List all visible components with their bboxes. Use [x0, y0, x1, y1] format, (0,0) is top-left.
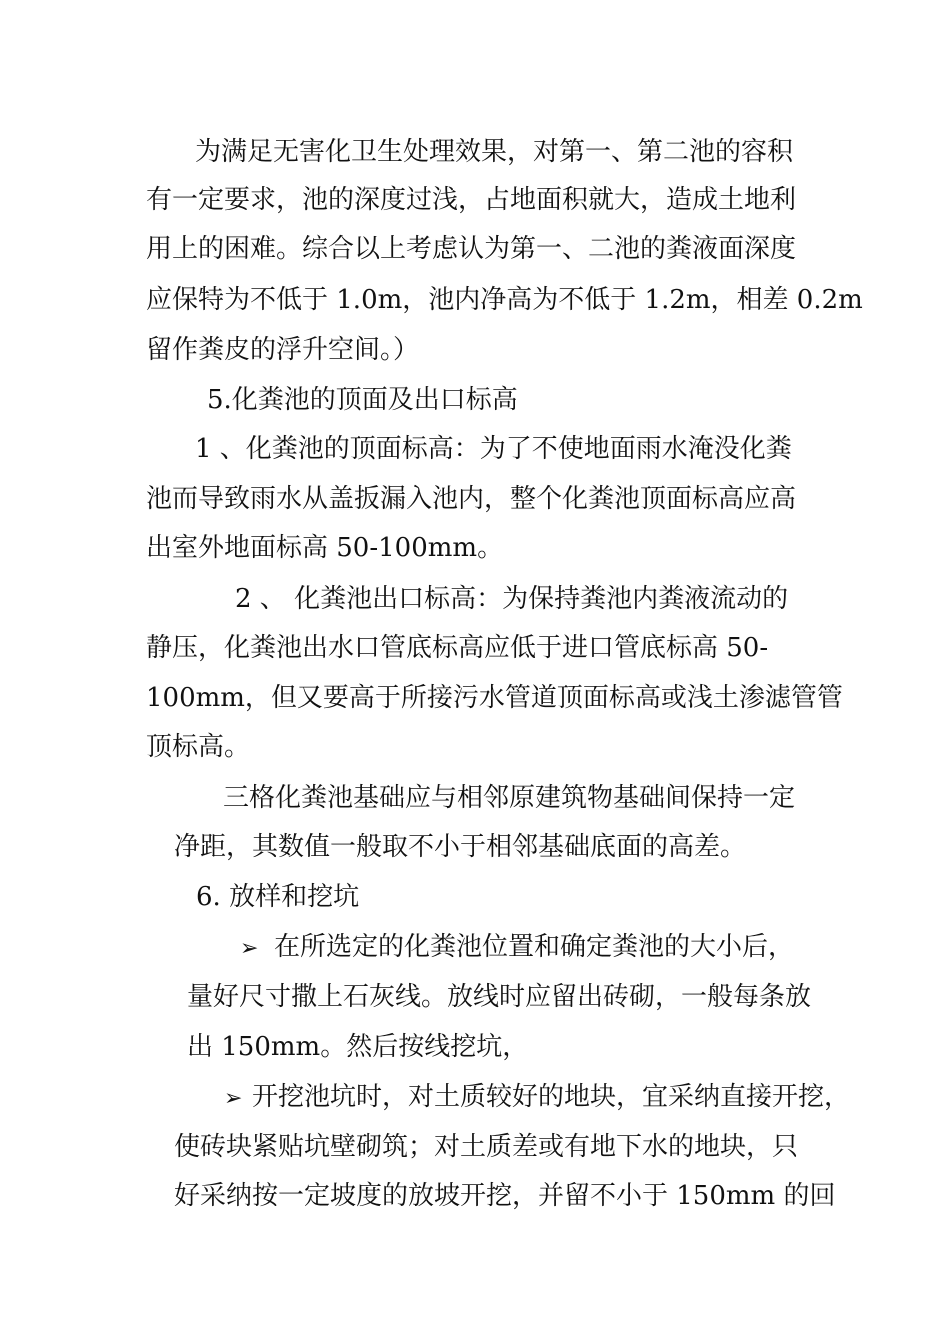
paragraph-3-line-1: 2 、 化粪池出口标高：为保持粪池内粪液流动的 — [235, 584, 789, 614]
paragraph-4-line-2: 净距，其数值一般取不小于相邻基础底面的高差。 — [174, 832, 747, 862]
paragraph-2-line-2: 池而导致雨水从盖扳漏入池内，整个化粪池顶面标高应高 — [146, 484, 797, 514]
paragraph-1-line-5: 留作粪皮的浮升空间。） — [146, 335, 420, 365]
paragraph-2-line-3: 出室外地面标高 50-100mm。 — [146, 533, 504, 563]
bullet-arrow-icon: ➢ — [240, 936, 259, 961]
bullet-item-1-text: 在所选定的化粪池位置和确定粪池的大小后， — [274, 932, 795, 962]
bullet-item-2-text: 开挖池坑时，对土质较好的地块，宜采纳直接开挖， — [252, 1082, 851, 1112]
paragraph-3-line-4: 顶标高。 — [146, 732, 251, 762]
paragraph-1-line-1: 为满足无害化卫生处理效果，对第一、第二池的容积 — [195, 137, 794, 167]
bullet-item-1-line-1 — [240, 931, 794, 963]
bullet-item-1-line-2: 量好尺寸撒上石灰线。放线时应留出砖砌，一般每条放 — [187, 982, 812, 1012]
bullet-item-1-line-3: 出 150mm。然后按线挖坑， — [187, 1032, 529, 1062]
bullet-item-2-line-1 — [224, 1081, 850, 1113]
paragraph-1-line-3: 用上的困难。综合以上考虑认为第一、二池的粪液面深度 — [146, 234, 797, 264]
bullet-item-2-line-3: 好采纳按一定坡度的放坡开挖，并留不小于 150mm 的回 — [174, 1181, 836, 1211]
paragraph-4-line-1: 三格化粪池基础应与相邻原建筑物基础间保持一定 — [223, 783, 796, 813]
section-heading-6: 6. 放样和挖坑 — [196, 882, 360, 912]
paragraph-2-line-1: 1 、化粪池的顶面标高：为了不使地面雨水淹没化粪 — [195, 434, 792, 464]
paragraph-1-line-4: 应保特为不低于 1.0m，池内净高为不低于 1.2m，相差 0.2m — [146, 285, 863, 315]
paragraph-3-line-2: 静压，化粪池出水口管底标高应低于进口管底标高 50- — [146, 633, 769, 663]
bullet-item-2-line-2: 使砖块紧贴坑壁砌筑；对土质差或有地下水的地块，只 — [174, 1132, 799, 1162]
bullet-arrow-icon: ➢ — [224, 1086, 243, 1111]
paragraph-3-line-3: 100mm，但又要高于所接污水管道顶面标高或浅土渗滤管管 — [146, 683, 843, 713]
section-heading-5: 5.化粪池的顶面及出口标高 — [207, 385, 518, 415]
paragraph-1-line-2: 有一定要求，池的深度过浅，占地面积就大，造成土地利 — [146, 185, 797, 215]
